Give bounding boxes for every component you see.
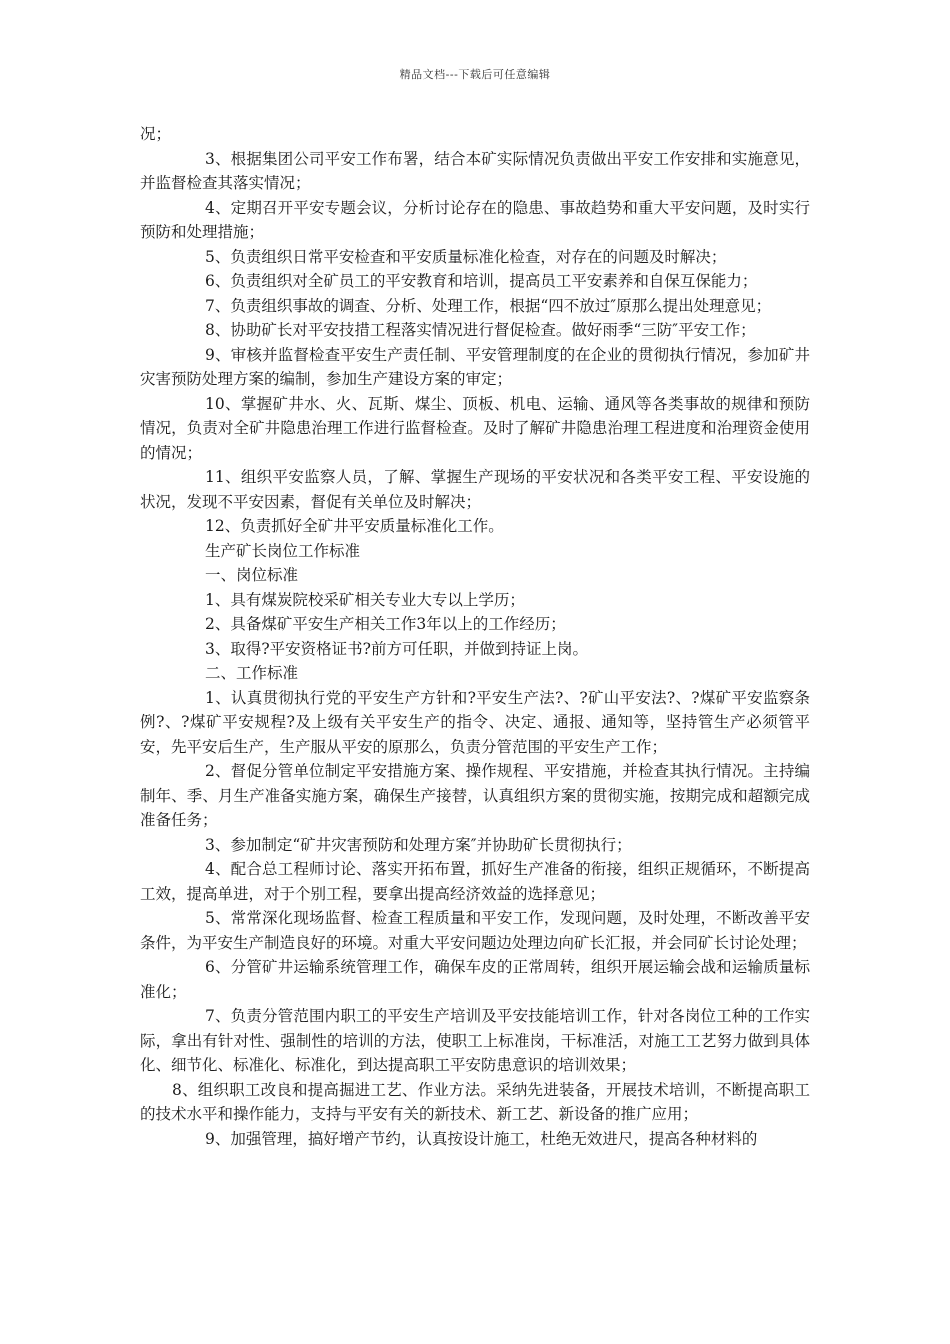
section-title: 生产矿长岗位工作标准 [205,541,361,560]
paragraph: 9、审核并监督检查平安生产责任制、平安管理制度的在企业的贯彻执行情况，参加矿井灾害预防处理方案的编制，参加生产建设方案的审定； [140,345,810,388]
paragraph: 12、负责抓好全矿井平安质量标准化工作。 [205,517,504,535]
section-heading: 二、工作标准 [205,664,299,682]
paragraph: 8、协助矿长对平安技措工程落实情况进行督促检查。做好雨季“三防″平安工作； [205,321,756,339]
paragraph: 3、取得?平安资格证书?前方可任职，并做到持证上岗。 [205,639,588,658]
paragraph: 5、负责组织日常平安检查和平安质量标准化检查，对存在的问题及时解决； [205,247,727,266]
paragraph: 6、分管矿井运输系统管理工作，确保车皮的正常周转，组织开展运输会战和运输质量标准化； [140,958,810,1001]
paragraph: 2、督促分管单位制定平安措施方案、操作规程、平安措施，并检查其执行情况。主持编制年、季、月生产准备实施方案，确保生产接替，认真组织方案的贯彻实施，按期完成和超额完成准备任务； [140,762,810,829]
paragraph: 1、认真贯彻执行党的平安生产方针和?平安生产法?、?矿山平安法?、?煤矿平安监察条例?、?煤矿平安规程?及上级有关平安生产的指令、决定、通报、通知等，坚持管生产必须管平安，先平安后生产，生产服从平安的原那么，负责分管范围的平安生产工作； [140,688,810,756]
paragraph: 2、具备煤矿平安生产相关工作3年以上的工作经历； [205,615,566,633]
document-body [140,122,810,1151]
paragraph: 4、定期召开平安专题会议，分析讨论存在的隐患、事故趋势和重大平安问题，及时实行预防和处理措施； [140,198,810,241]
section-heading: 一、岗位标准 [205,566,299,584]
paragraph: 7、负责分管范围内职工的平安生产培训及平安技能培训工作，针对各岗位工种的工作实际，拿出有针对性、强制性的培训的方法，使职工上标准岗，干标准活，对施工工艺努力做到具体化、细节化、标准化、标准化，到达提高职工平安防患意识的培训效果； [140,1007,810,1074]
page-header: 精品文档---下载后可任意编辑 [399,68,551,81]
paragraph: 7、负责组织事故的调查、分析、处理工作，根据“四不放过″原那么提出处理意见； [205,296,772,315]
paragraph: 3、根据集团公司平安工作布署，结合本矿实际情况负责做出平安工作安排和实施意见，并监督检查其落实情况； [140,149,810,192]
paragraph: 8、组织职工改良和提高掘进工艺、作业方法。采纳先进装备，开展技术培训，不断提高职工的技术水平和操作能力，支持与平安有关的新技术、新工艺、新设备的推广应用； [140,1080,810,1123]
paragraph: 10、掌握矿井水、火、瓦斯、煤尘、顶板、机电、运输、通风等各类事故的规律和预防情况，负责对全矿井隐患治理工作进行监督检查。及时了解矿井隐患治理工程进度和治理资金使用的情况； [140,394,810,462]
paragraph: 11、组织平安监察人员，了解、掌握生产现场的平安状况和各类平安工程、平安设施的状况，发现不平安因素，督促有关单位及时解决； [140,468,810,511]
paragraph: 6、负责组织对全矿员工的平安教育和培训，提高员工平安素养和自保互保能力； [205,272,758,290]
paragraph: 3、参加制定“矿井灾害预防和处理方案″并协助矿长贯彻执行； [205,835,632,854]
paragraph: 5、常常深化现场监督、检查工程质量和平安工作，发现问题，及时处理，不断改善平安条件，为平安生产制造良好的环境。对重大平安问题边处理边向矿长汇报，并会同矿长讨论处理； [140,909,810,952]
paragraph: 4、配合总工程师讨论、落实开拓布置，抓好生产准备的衔接，组织正规循环，不断提高工效，提高单进，对于个别工程，要拿出提高经济效益的选择意见； [140,860,810,903]
paragraph: 况； [140,125,172,143]
paragraph: 9、加强管理，搞好增产节约，认真按设计施工，杜绝无效进尺，提高各种材料的 [205,1129,758,1148]
paragraph: 1、具有煤炭院校采矿相关专业大专以上学历； [205,590,525,609]
